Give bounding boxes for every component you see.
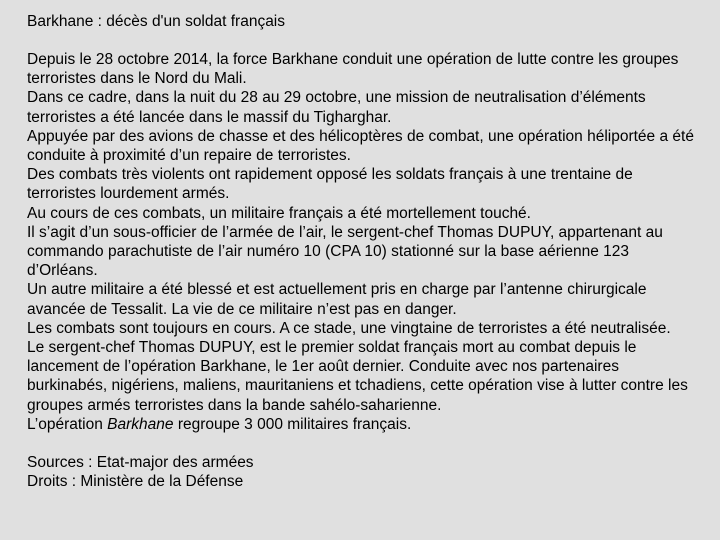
document-title: Barkhane : décès d'un soldat français [27, 13, 286, 30]
sources-line: Sources : Etat-major des armées [27, 454, 254, 472]
paragraph-10-start: L’opération [27, 415, 108, 433]
paragraph-7: Un autre militaire a été blessé et est actuellement pris en charge par l’antenne chirurgicale avancée de Tessalit. La vie de ce militaire n’est pas en danger. [27, 281, 647, 318]
paragraph-4: Des combats très violents ont rapidement opposé les soldats français à une trentaine de terroristes lourdement armés. [27, 166, 633, 203]
paragraph-9: Le sergent-chef Thomas DUPUY, est le premier soldat français mort au combat depuis le lancement de l’opération Barkhane, le 1er août dernier. Conduite avec nos partenaires burkinabés, nigériens, maliens, mauritaniens et tchadiens, cette opération vise à lutter contre les groupes armés terroristes dans la bande sahélo-saharienne. [27, 339, 688, 414]
credits-block [27, 453, 696, 491]
operation-name-emphasis: Barkhane [107, 415, 174, 433]
paragraph-10 [27, 415, 696, 434]
paragraph-5: Au cours de ces combats, un militaire français a été mortellement touché. [27, 204, 531, 222]
paragraph-1: Depuis le 28 octobre 2014, la force Barkhane conduit une opération de lutte contre les groupes terroristes dans le Nord du Mali. [27, 51, 679, 88]
paragraph-6: Il s’agit d’un sous-officier de l’armée de l’air, le sergent-chef Thomas DUPUY, appartenant au commando parachutiste de l’air numéro 10 (CPA 10) stationné sur la base aérienne 123 d’Orléans. [27, 223, 663, 280]
article-body [27, 50, 696, 434]
paragraph-8: Les combats sont toujours en cours. A ce stade, une vingtaine de terroristes a été neutralisée. [27, 319, 671, 337]
paragraph-2: Dans ce cadre, dans la nuit du 28 au 29 octobre, une mission de neutralisation d’éléments terroristes a été lancée dans le massif du Tigharghar. [27, 89, 646, 126]
paragraph-10-end: regroupe 3 000 militaires français. [173, 415, 412, 433]
paragraph-3: Appuyée par des avions de chasse et des hélicoptères de combat, une opération héliportée a été conduite à proximité d’un repaire de terroristes. [27, 127, 694, 165]
rights-line: Droits : Ministère de la Défense [27, 473, 244, 491]
